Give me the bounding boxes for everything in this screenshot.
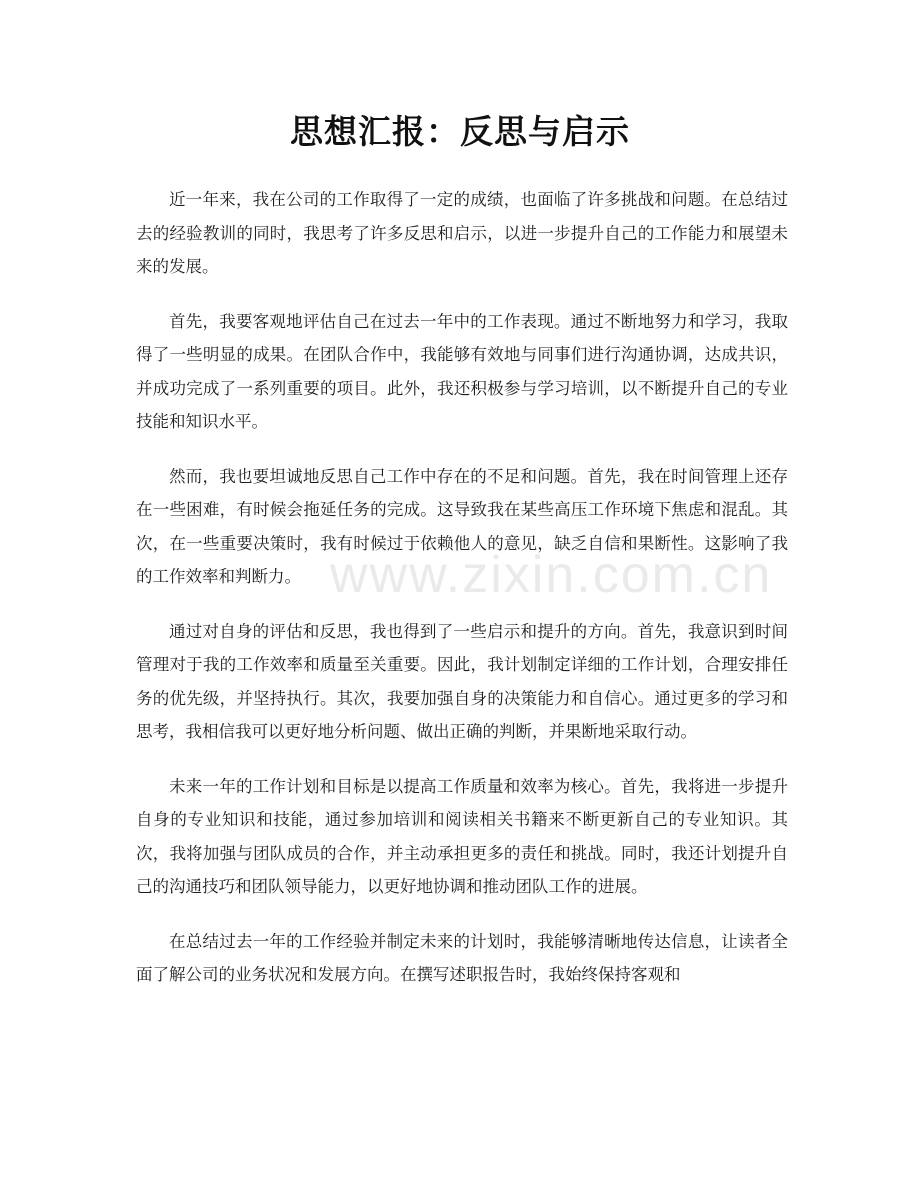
paragraph-3: 然而，我也要坦诚地反思自己工作中存在的不足和问题。首先，我在时间管理上还存在一些困难，有时候会拖延任务的完成。这导致我在某些高压工作环境下焦虑和混乱。其次，在一些重要决策时，我有时候过于依赖他人的意见，缺乏自信和果断性。这影响了我的工作效率和判断力。 [136, 466, 788, 586]
document-body [136, 183, 788, 1013]
paragraph-1: 近一年来，我在公司的工作取得了一定的成绩，也面临了许多挑战和问题。在总结过去的经验教训的同时，我思考了许多反思和启示，以进一步提升自己的工作能力和展望未来的发展。 [136, 190, 788, 276]
document-title: 思想汇报：反思与启示 [290, 112, 630, 151]
paragraph-2: 首先，我要客观地评估自己在过去一年中的工作表现。通过不断地努力和学习，我取得了一些明显的成果。在团队合作中，我能够有效地与同事们进行沟通协调，达成共识，并成功完成了一系列重要的项目。此外，我还积极参与学习培训，以不断提升自己的专业技能和知识水平。 [136, 311, 788, 431]
paragraph-6: 在总结过去一年的工作经验并制定未来的计划时，我能够清晰地传达信息，让读者全面了解公司的业务状况和发展方向。在撰写述职报告时，我始终保持客观和 [136, 931, 788, 984]
paragraph-5: 未来一年的工作计划和目标是以提高工作质量和效率为核心。首先，我将进一步提升自身的专业知识和技能，通过参加培训和阅读相关书籍来不断更新自己的专业知识。其次，我将加强与团队成员的合作，并主动承担更多的责任和挑战。同时，我还计划提升自己的沟通技巧和团队领导能力，以更好地协调和推动团队工作的进展。 [136, 776, 788, 896]
watermark: www.zixin.com.cn [330, 546, 773, 604]
paragraph-4: 通过对自身的评估和反思，我也得到了一些启示和提升的方向。首先，我意识到时间管理对于我的工作效率和质量至关重要。因此，我计划制定详细的工作计划，合理安排任务的优先级，并坚持执行。其次，我要加强自身的决策能力和自信心。通过更多的学习和思考，我相信我可以更好地分析问题、做出正确的判断，并果断地采取行动。 [136, 621, 788, 741]
